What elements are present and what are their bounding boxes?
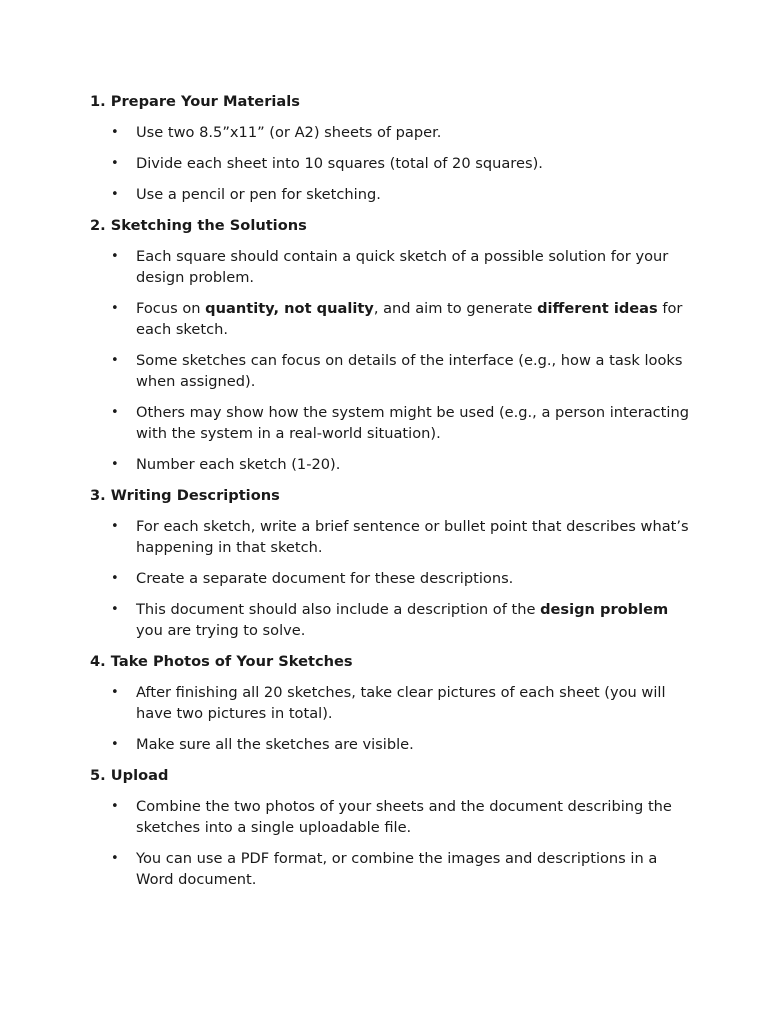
bullet-list [90, 682, 690, 755]
instruction-section [90, 765, 690, 890]
text-run: Number each sketch (1-20). [136, 456, 341, 473]
bullet-point-icon: • [111, 457, 119, 472]
bullet-list [90, 516, 690, 641]
instruction-section [90, 485, 690, 641]
bullet-item [90, 734, 690, 755]
text-run: Use a pencil or pen for sketching. [136, 186, 381, 203]
bullet-point-icon: • [111, 125, 119, 140]
bullet-text [136, 736, 414, 753]
instructions-document [90, 91, 690, 900]
text-run: for each sketch. [136, 300, 683, 338]
bullet-text [136, 570, 513, 587]
text-run: Combine the two photos of your sheets and the document describing the sketches into a single uploadable file. [136, 798, 672, 836]
bullet-text [136, 798, 672, 836]
bullet-list [90, 122, 690, 205]
bullet-text [136, 155, 543, 172]
bullet-item [90, 454, 690, 475]
text-run: Create a separate document for these descriptions. [136, 570, 514, 587]
text-run: For each sketch, write a brief sentence or bullet point that describes what’s happening in that sketch. [136, 518, 689, 556]
emphasis-text: quantity, not quality [205, 300, 374, 317]
bullet-item [90, 153, 690, 174]
bullet-text [136, 518, 689, 556]
bullet-item [90, 516, 690, 558]
section-heading: 3. Writing Descriptions [90, 487, 280, 504]
emphasis-text: design problem [540, 601, 669, 618]
text-run: Each square should contain a quick sketch of a possible solution for your design problem. [136, 248, 669, 286]
bullet-text [136, 352, 682, 390]
text-run: Make sure all the sketches are visible. [136, 736, 414, 753]
text-run: This document should also include a description of the [136, 601, 541, 618]
bullet-item [90, 246, 690, 288]
text-run: You can use a PDF format, or combine the images and descriptions in a Word document. [136, 850, 658, 888]
bullet-item [90, 298, 690, 340]
bullet-point-icon: • [111, 602, 119, 617]
bullet-point-icon: • [111, 405, 119, 420]
bullet-text [136, 850, 657, 888]
bullet-point-icon: • [111, 353, 119, 368]
text-run: After finishing all 20 sketches, take clear pictures of each sheet (you will have two pictures in total). [136, 684, 666, 722]
bullet-list [90, 796, 690, 890]
bullet-text [136, 404, 689, 442]
bullet-text [136, 124, 441, 141]
text-run: , and aim to generate [373, 300, 538, 317]
section-heading: 1. Prepare Your Materials [90, 93, 300, 110]
bullet-point-icon: • [111, 685, 119, 700]
bullet-point-icon: • [111, 249, 119, 264]
bullet-text [136, 456, 340, 473]
text-run: Some sketches can focus on details of the interface (e.g., how a task looks when assigned). [136, 352, 683, 390]
text-run: Others may show how the system might be used (e.g., a person interacting with the system in a real-world situation). [136, 404, 689, 442]
bullet-item [90, 682, 690, 724]
bullet-text [136, 248, 668, 286]
bullet-item [90, 568, 690, 589]
bullet-point-icon: • [111, 301, 119, 316]
instruction-section [90, 215, 690, 475]
bullet-point-icon: • [111, 519, 119, 534]
bullet-point-icon: • [111, 571, 119, 586]
bullet-text [136, 684, 666, 722]
section-heading: 2. Sketching the Solutions [90, 217, 307, 234]
text-run: Focus on [136, 300, 206, 317]
bullet-item [90, 599, 690, 641]
bullet-item [90, 402, 690, 444]
instruction-section [90, 91, 690, 205]
bullet-item [90, 184, 690, 205]
text-run: you are trying to solve. [136, 622, 306, 639]
text-run: Use two 8.5”x11” (or A2) sheets of paper. [136, 124, 442, 141]
bullet-text [136, 601, 668, 639]
bullet-item [90, 122, 690, 143]
bullet-list [90, 246, 690, 475]
emphasis-text: different ideas [537, 300, 658, 317]
text-run: Divide each sheet into 10 squares (total of 20 squares). [136, 155, 543, 172]
bullet-point-icon: • [111, 156, 119, 171]
bullet-item [90, 796, 690, 838]
bullet-item [90, 350, 690, 392]
bullet-point-icon: • [111, 799, 119, 814]
section-heading: 5. Upload [90, 767, 169, 784]
section-heading: 4. Take Photos of Your Sketches [90, 653, 353, 670]
instruction-section [90, 651, 690, 755]
bullet-point-icon: • [111, 187, 119, 202]
bullet-text [136, 186, 381, 203]
bullet-text [136, 300, 682, 338]
bullet-point-icon: • [111, 851, 119, 866]
bullet-point-icon: • [111, 737, 119, 752]
bullet-item [90, 848, 690, 890]
